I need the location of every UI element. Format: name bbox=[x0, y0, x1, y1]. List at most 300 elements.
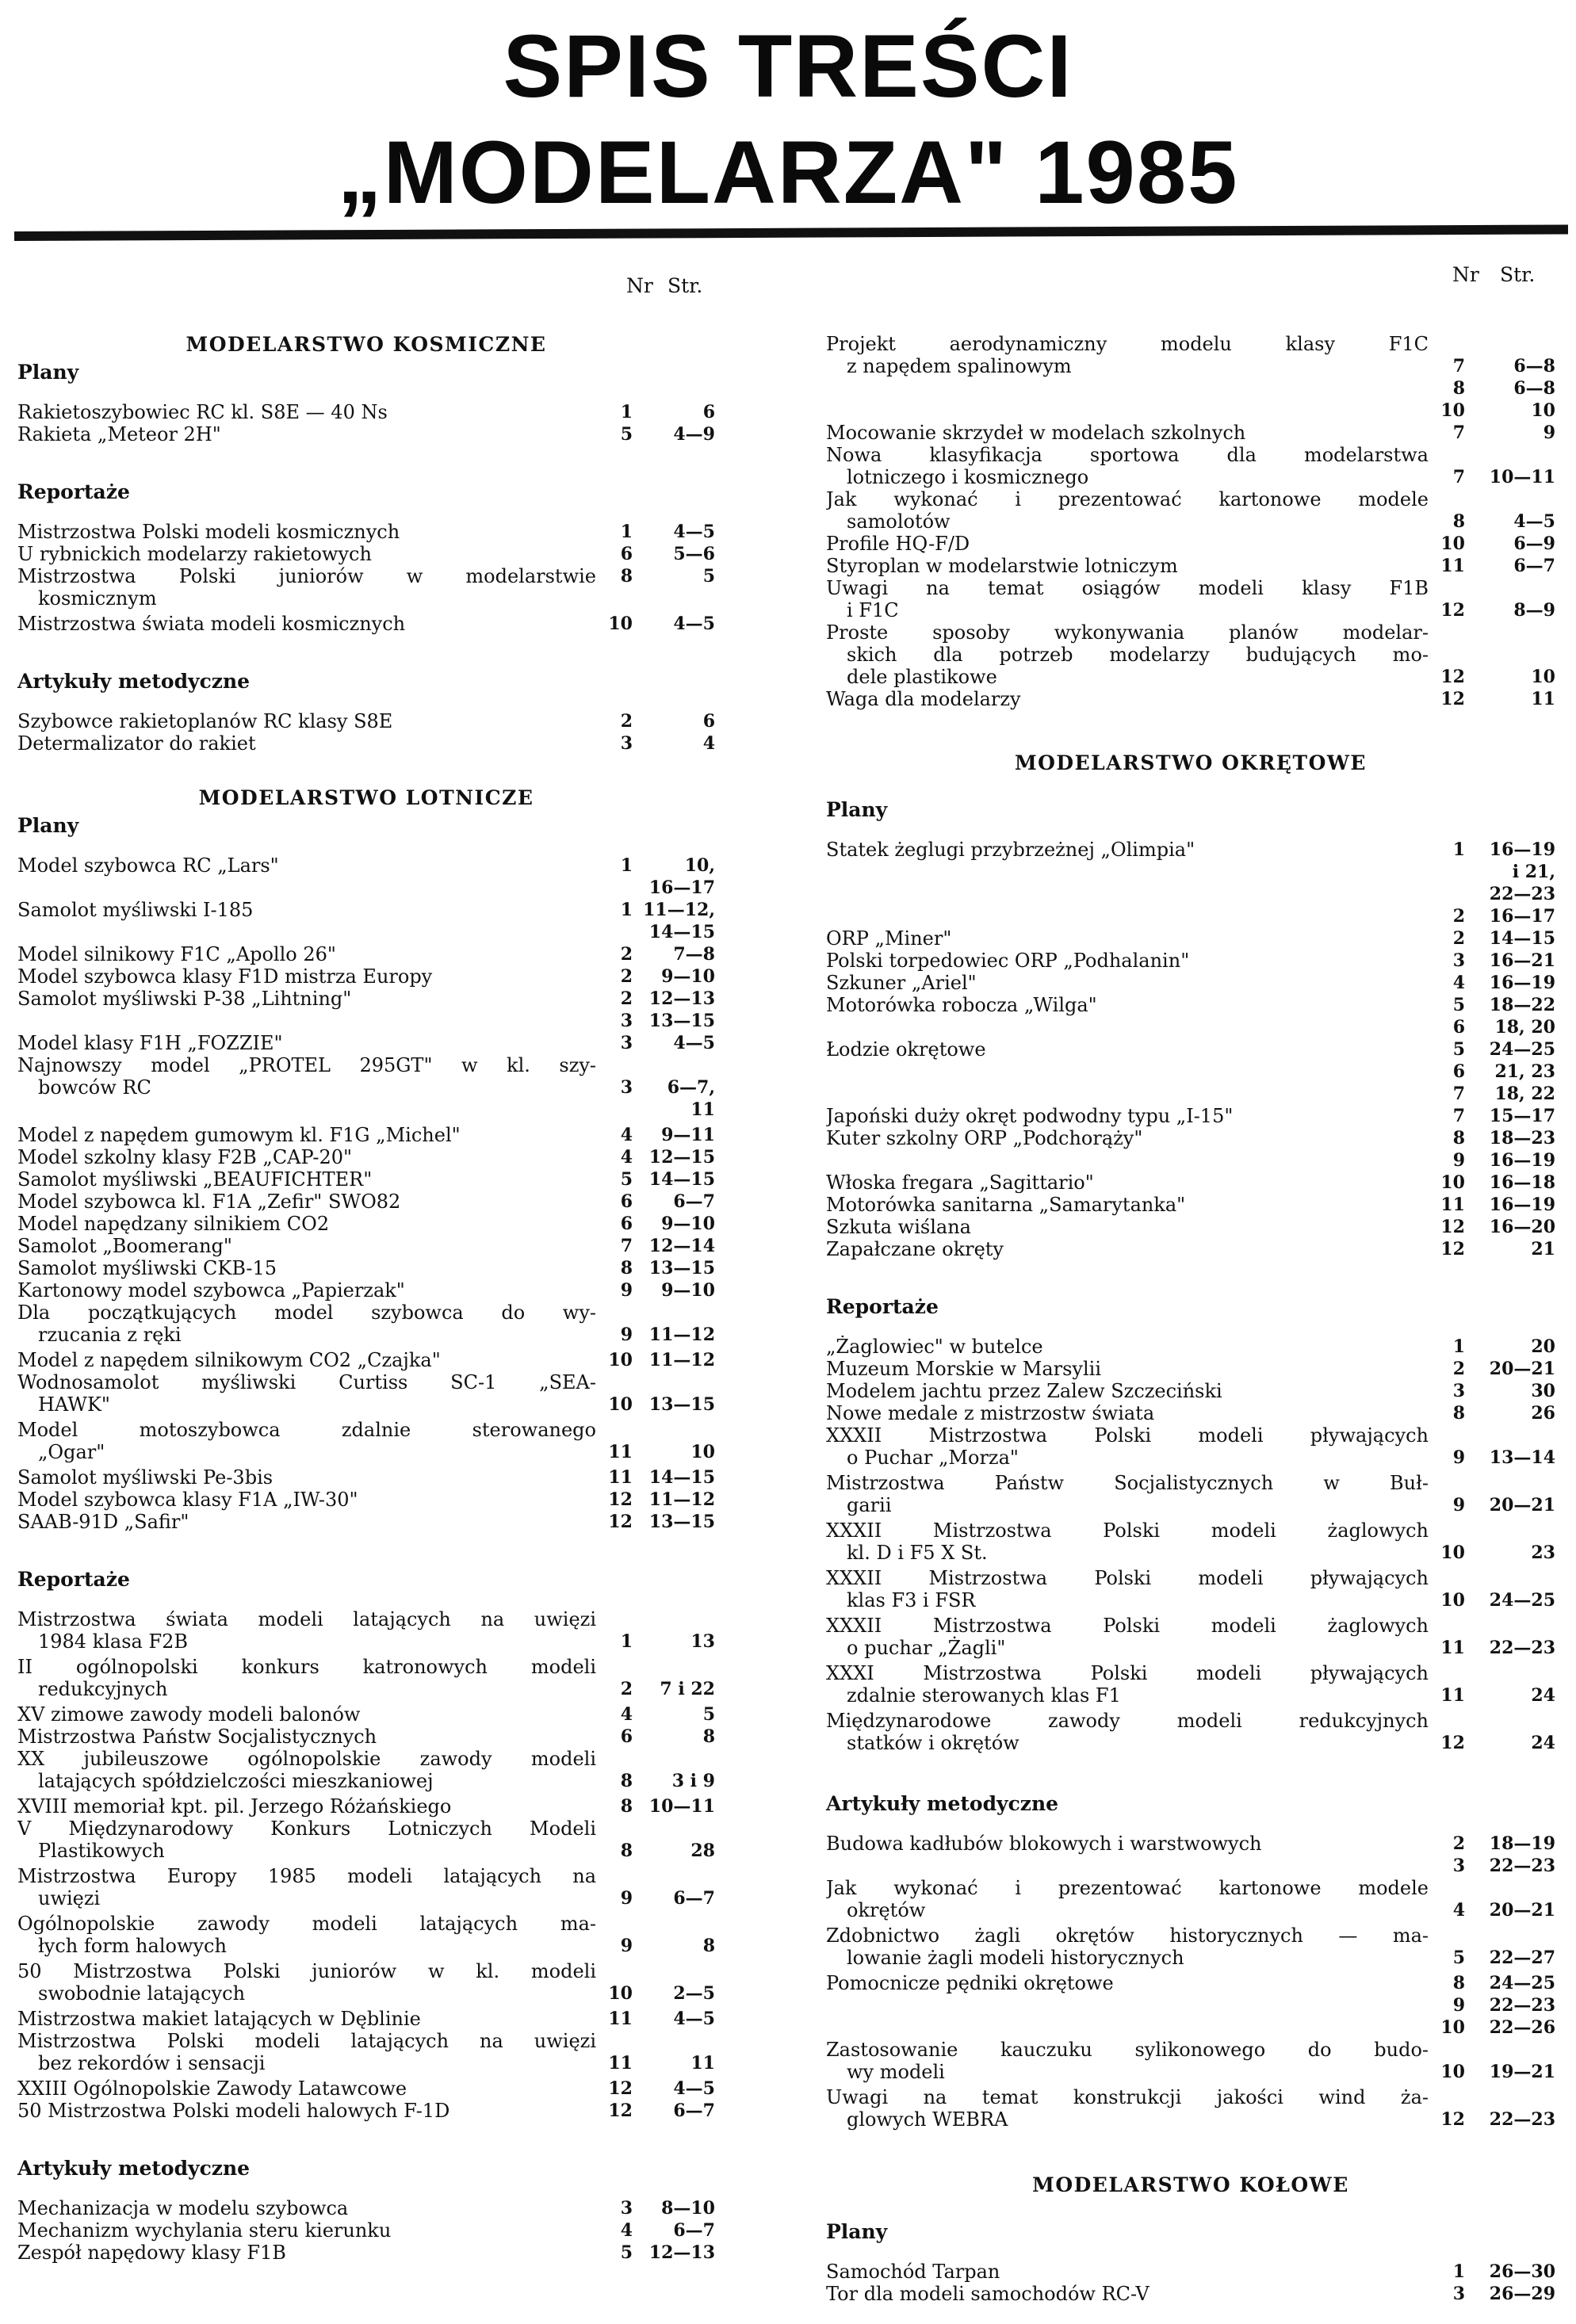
entry-title-line: Model szybowca klasy F1A „IW-30" bbox=[17, 1489, 358, 1511]
page-range: 9—10 bbox=[661, 1214, 715, 1234]
entry-title-line: Najnowszy model „PROTEL 295GT" w kl. szy- bbox=[17, 1054, 596, 1076]
issue-number bbox=[604, 1865, 633, 1887]
str-header: Str. bbox=[668, 274, 703, 297]
issue-number: 6 bbox=[1452, 1061, 1465, 1082]
ref-row bbox=[1436, 666, 1555, 688]
ref-row bbox=[604, 2197, 715, 2219]
issue-number bbox=[604, 1818, 633, 1840]
entry-refs bbox=[604, 1213, 715, 1235]
entry-refs bbox=[1436, 950, 1555, 972]
ref-row bbox=[1436, 1519, 1555, 1542]
page-range: 20 bbox=[1531, 1336, 1555, 1357]
page-range bbox=[1479, 1472, 1555, 1494]
entry-title bbox=[17, 1302, 596, 1346]
entry-refs bbox=[1436, 1519, 1555, 1564]
ref-row bbox=[1436, 2061, 1555, 2083]
subsection-heading: Plany bbox=[17, 361, 79, 384]
ref-row bbox=[604, 1099, 715, 1121]
page-range: 16—20 bbox=[1489, 1217, 1555, 1237]
entry-title-line: latających spółdzielczości mieszkaniowej bbox=[38, 1770, 434, 1792]
ref-row bbox=[604, 1324, 715, 1346]
entry-title-line: Rakietoszybowiec RC kl. S8E — 40 Ns bbox=[17, 401, 388, 423]
entry-title bbox=[17, 943, 596, 965]
toc-entry bbox=[17, 2077, 715, 2100]
issue-number: 12 bbox=[608, 1512, 633, 1532]
ref-row bbox=[1436, 994, 1555, 1016]
subsection-heading: Plany bbox=[826, 2220, 888, 2243]
ref-row bbox=[1436, 1855, 1555, 1877]
toc-entry bbox=[17, 1656, 715, 1700]
entry-title-line: U rybnickich modelarzy rakietowych bbox=[17, 543, 372, 565]
entry-title-line: bez rekordów i sensacji bbox=[38, 2052, 266, 2074]
ref-row bbox=[1436, 1494, 1555, 1516]
entry-refs bbox=[604, 1726, 715, 1748]
entry-title-line: Motorówka sanitarna „Samarytanka" bbox=[826, 1194, 1186, 1216]
entry-title-line: Muzeum Morskie w Marsylii bbox=[826, 1358, 1102, 1380]
issue-number bbox=[604, 1608, 633, 1630]
page-range: 12—13 bbox=[648, 988, 715, 1009]
ref-row bbox=[1436, 1194, 1555, 1216]
entry-title bbox=[826, 972, 1429, 994]
page-range: 11 bbox=[690, 2053, 715, 2074]
issue-number: 1 bbox=[1452, 2261, 1465, 2282]
ref-row bbox=[604, 1887, 715, 1909]
toc-entry bbox=[17, 1511, 715, 1533]
ref-row bbox=[1436, 1447, 1555, 1469]
toc-entry bbox=[826, 1710, 1555, 1754]
page-range: 6—7, bbox=[667, 1077, 715, 1098]
title-rule bbox=[14, 224, 1568, 241]
ref-row bbox=[1436, 1662, 1555, 1684]
issue-number: 2 bbox=[620, 1679, 633, 1699]
entry-title-line: zdalnie sterowanych klas F1 bbox=[847, 1684, 1121, 1707]
entry-title-line: XVIII memoriał kpt. pil. Jerzego Różańskiego bbox=[17, 1795, 452, 1818]
page-range bbox=[639, 1371, 715, 1393]
issue-number: 10 bbox=[1440, 2017, 1465, 2038]
entry-title bbox=[826, 577, 1429, 621]
entry-title bbox=[17, 565, 596, 610]
entry-refs bbox=[604, 732, 715, 755]
toc-entry bbox=[17, 565, 715, 610]
issue-number: 12 bbox=[1440, 600, 1465, 621]
issue-number: 12 bbox=[1440, 1733, 1465, 1753]
entry-title bbox=[826, 333, 1429, 377]
entry-refs bbox=[1436, 488, 1555, 533]
ref-row bbox=[604, 965, 715, 988]
entry-refs bbox=[604, 521, 715, 543]
issue-number: 8 bbox=[620, 1796, 633, 1817]
entry-title-line: lotniczego i kosmicznego bbox=[847, 466, 1089, 488]
entry-title-line: Łodzie okrętowe bbox=[826, 1038, 986, 1061]
entry-title-line: Model szybowca klasy F1D mistrza Europy bbox=[17, 965, 433, 988]
toc-entry bbox=[17, 1726, 715, 1748]
entry-title-line: Jak wykonać i prezentować kartonowe modele bbox=[826, 1877, 1429, 1899]
ref-row bbox=[1436, 950, 1555, 972]
issue-number: 9 bbox=[1452, 1150, 1465, 1171]
toc-entry bbox=[826, 1216, 1555, 1238]
entry-title-line: Budowa kadłubów blokowych i warstwowych bbox=[826, 1833, 1262, 1855]
issue-number bbox=[1436, 644, 1465, 666]
entry-title-line: swobodnie latających bbox=[38, 1982, 246, 2005]
subsection-heading: Plany bbox=[826, 798, 888, 821]
issue-number bbox=[604, 1419, 633, 1441]
issue-number: 5 bbox=[620, 2242, 633, 2263]
ref-row bbox=[604, 1726, 715, 1748]
entry-refs bbox=[1436, 1424, 1555, 1469]
page-range: 30 bbox=[1531, 1381, 1555, 1401]
entry-refs bbox=[604, 1279, 715, 1302]
page-range: 22—23 bbox=[1489, 884, 1555, 904]
entry-refs bbox=[1436, 1833, 1555, 1877]
issue-number: 2 bbox=[620, 944, 633, 965]
subsection-heading: Artykuły metodyczne bbox=[17, 2157, 251, 2180]
issue-number: 11 bbox=[608, 2009, 633, 2029]
toc-entry bbox=[826, 994, 1555, 1038]
page-range: 9 bbox=[1543, 422, 1555, 443]
issue-number bbox=[604, 1054, 633, 1076]
entry-refs bbox=[604, 1419, 715, 1463]
page-range bbox=[1479, 577, 1555, 599]
page-range: i 21, bbox=[1512, 862, 1555, 882]
entry-title bbox=[826, 1172, 1429, 1194]
issue-number bbox=[604, 877, 633, 899]
ref-row bbox=[1436, 488, 1555, 510]
issue-number: 6 bbox=[620, 1191, 633, 1212]
page-range: 9—10 bbox=[661, 966, 715, 987]
entry-title-line: i F1C bbox=[847, 599, 899, 621]
entry-title bbox=[17, 1960, 596, 2005]
ref-row bbox=[604, 943, 715, 965]
entry-refs bbox=[1436, 1038, 1555, 1105]
entry-refs bbox=[1436, 1662, 1555, 1707]
entry-title bbox=[17, 899, 596, 921]
ref-row bbox=[1436, 466, 1555, 488]
entry-title-line: Szkuta wiślana bbox=[826, 1216, 971, 1238]
issue-number: 9 bbox=[620, 1888, 633, 1909]
page-range: 4—5 bbox=[673, 2009, 715, 2029]
entry-title-line: Model napędzany silnikiem CO2 bbox=[17, 1213, 330, 1235]
ref-row bbox=[1436, 2283, 1555, 2305]
issue-number: 10 bbox=[1440, 1590, 1465, 1611]
ref-row bbox=[1436, 399, 1555, 422]
ref-row bbox=[604, 1913, 715, 1935]
toc-entry bbox=[17, 965, 715, 988]
issue-number bbox=[1436, 1662, 1465, 1684]
page-range: 4 bbox=[702, 733, 715, 754]
issue-number: 1 bbox=[620, 522, 633, 542]
page-range: 18, 22 bbox=[1494, 1084, 1555, 1104]
issue-number: 10 bbox=[1440, 2062, 1465, 2082]
entry-refs bbox=[604, 1466, 715, 1489]
entry-refs bbox=[604, 1703, 715, 1726]
issue-number: 8 bbox=[620, 1840, 633, 1861]
issue-number bbox=[604, 2030, 633, 2052]
page-range: 13—15 bbox=[648, 1512, 715, 1532]
issue-number bbox=[1436, 2039, 1465, 2061]
page-range bbox=[1479, 1710, 1555, 1732]
entry-title-line: Zespół napędowy klasy F1B bbox=[17, 2242, 286, 2264]
toc-entry bbox=[826, 1336, 1555, 1358]
entry-title-line: Wodnosamolot myśliwski Curtiss SC-1 „SEA- bbox=[17, 1371, 596, 1393]
entry-refs bbox=[604, 710, 715, 732]
issue-number: 3 bbox=[1452, 1381, 1465, 1401]
entry-title bbox=[17, 2077, 596, 2100]
page-range: 18—23 bbox=[1489, 1128, 1555, 1149]
page-range bbox=[639, 1748, 715, 1770]
entry-title bbox=[826, 1238, 1429, 1260]
entry-title bbox=[17, 1168, 596, 1191]
entry-title bbox=[17, 1511, 596, 1533]
ref-row bbox=[1436, 1127, 1555, 1149]
issue-number: 1 bbox=[1452, 1336, 1465, 1357]
toc-entry bbox=[17, 1146, 715, 1168]
entry-title bbox=[17, 1489, 596, 1511]
issue-number: 6 bbox=[1452, 1017, 1465, 1038]
toc-entry bbox=[826, 555, 1555, 577]
entry-refs bbox=[604, 1960, 715, 2005]
toc-entry bbox=[826, 1127, 1555, 1172]
issue-number: 4 bbox=[1452, 973, 1465, 993]
entry-title bbox=[17, 710, 596, 732]
toc-entry bbox=[826, 2039, 1555, 2083]
issue-number bbox=[1436, 2086, 1465, 2108]
entry-title-line: łych form halowych bbox=[38, 1935, 227, 1957]
entry-refs bbox=[1436, 1172, 1555, 1194]
toc-entry bbox=[826, 1380, 1555, 1402]
entry-title-line: XXXII Mistrzostwa Polski modeli żaglowych bbox=[826, 1615, 1429, 1637]
entry-title-line: Motorówka robocza „Wilga" bbox=[826, 994, 1097, 1016]
section-heading: MODELARSTWO OKRĘTOWE bbox=[1014, 751, 1367, 774]
ref-row bbox=[604, 1054, 715, 1076]
entry-refs bbox=[604, 2030, 715, 2074]
entry-refs bbox=[604, 2077, 715, 2100]
toc-entry bbox=[17, 613, 715, 635]
ref-row bbox=[604, 2077, 715, 2100]
issue-number: 6 bbox=[620, 1214, 633, 1234]
entry-title-line: Model motoszybowca zdalnie sterowanego bbox=[17, 1419, 596, 1441]
nr-header: Nr bbox=[1452, 263, 1479, 286]
entry-title bbox=[826, 444, 1429, 488]
issue-number: 12 bbox=[1440, 1217, 1465, 1237]
issue-number: 12 bbox=[1440, 1239, 1465, 1259]
entry-title bbox=[826, 555, 1429, 577]
ref-row bbox=[604, 1678, 715, 1700]
entry-title bbox=[17, 2008, 596, 2030]
page-range: 24—25 bbox=[1489, 1973, 1555, 1993]
entry-title-line: Mistrzostwa Polski modeli kosmicznych bbox=[17, 521, 400, 543]
entry-title-line: HAWK" bbox=[38, 1393, 110, 1416]
entry-refs bbox=[1436, 1216, 1555, 1238]
page-range bbox=[1479, 1424, 1555, 1447]
entry-title-line: Mistrzostwa Państw Socjalistycznych w Buł- bbox=[826, 1472, 1429, 1494]
ref-row bbox=[1436, 1684, 1555, 1707]
entry-refs bbox=[1436, 1925, 1555, 1969]
entry-title bbox=[826, 927, 1429, 950]
entry-title bbox=[826, 1833, 1429, 1855]
entry-title bbox=[826, 1038, 1429, 1061]
subsection-heading: Plany bbox=[17, 814, 79, 837]
entry-title-line: Włoska fregara „Sagittario" bbox=[826, 1172, 1094, 1194]
issue-number: 12 bbox=[1440, 689, 1465, 709]
issue-number bbox=[1436, 1615, 1465, 1637]
entry-title bbox=[826, 994, 1429, 1016]
issue-number: 12 bbox=[1440, 667, 1465, 687]
issue-number: 5 bbox=[1452, 1947, 1465, 1968]
page-range: 22—27 bbox=[1489, 1947, 1555, 1968]
page-range: 22—23 bbox=[1489, 1856, 1555, 1876]
page-range: 6—7 bbox=[673, 1191, 715, 1212]
entry-refs bbox=[1436, 1877, 1555, 1921]
entry-title bbox=[826, 2039, 1429, 2083]
entry-refs bbox=[604, 1257, 715, 1279]
ref-row bbox=[604, 401, 715, 423]
entry-title-line: Determalizator do rakiet bbox=[17, 732, 256, 755]
page-range: 13—14 bbox=[1489, 1447, 1555, 1468]
entry-title bbox=[17, 613, 596, 635]
issue-number: 1 bbox=[620, 402, 633, 422]
page-range: 4—5 bbox=[673, 2078, 715, 2099]
issue-number: 12 bbox=[608, 1489, 633, 1510]
page-range bbox=[1479, 2039, 1555, 2061]
entry-refs bbox=[604, 1124, 715, 1146]
issue-number bbox=[604, 1748, 633, 1770]
page-range: 6—7 bbox=[1513, 556, 1555, 576]
entry-title bbox=[17, 1146, 596, 1168]
entry-title bbox=[826, 488, 1429, 533]
toc-entry bbox=[826, 1472, 1555, 1516]
entry-title-line: 1984 klasa F2B bbox=[38, 1630, 189, 1653]
entry-refs bbox=[1436, 1472, 1555, 1516]
ref-row bbox=[1436, 1972, 1555, 1994]
ref-row bbox=[604, 1489, 715, 1511]
ref-row bbox=[604, 2100, 715, 2122]
entry-title-line: II ogólnopolski konkurs katronowych modeli bbox=[17, 1656, 596, 1678]
page-range: 13—15 bbox=[648, 1011, 715, 1031]
entry-refs bbox=[1436, 333, 1555, 422]
issue-number: 1 bbox=[620, 855, 633, 876]
toc-entry bbox=[17, 1960, 715, 2005]
toc-entry bbox=[17, 401, 715, 423]
issue-number: 10 bbox=[608, 1983, 633, 2004]
page-range bbox=[639, 1302, 715, 1324]
page-range bbox=[1479, 644, 1555, 666]
entry-title bbox=[826, 533, 1429, 555]
entry-title-line: Proste sposoby wykonywania planów modelar- bbox=[826, 621, 1429, 644]
toc-entry bbox=[826, 1038, 1555, 1105]
entry-title-line: Ogólnopolskie zawody modeli latających ma- bbox=[17, 1913, 596, 1935]
ref-row bbox=[604, 899, 715, 921]
entry-refs bbox=[1436, 1336, 1555, 1358]
toc-entry bbox=[17, 1865, 715, 1909]
toc-entry bbox=[17, 1913, 715, 1957]
entry-title-line: Dla początkujących model szybowca do wy- bbox=[17, 1302, 596, 1324]
entry-title-line: kosmicznym bbox=[38, 587, 157, 610]
ref-row bbox=[604, 1146, 715, 1168]
entry-title-line: Mistrzostwa makiet latających w Dęblinie bbox=[17, 2008, 421, 2030]
issue-number bbox=[1436, 444, 1465, 466]
entry-refs bbox=[604, 2219, 715, 2242]
entry-title bbox=[17, 988, 596, 1010]
issue-number: 1 bbox=[1452, 839, 1465, 860]
entry-title-line: Mistrzostwa Polski juniorów w modelarstwie bbox=[17, 565, 596, 587]
page-range bbox=[639, 1054, 715, 1076]
page-range: 8—10 bbox=[661, 2198, 715, 2219]
entry-refs bbox=[1436, 444, 1555, 488]
toc-entry bbox=[826, 577, 1555, 621]
entry-refs bbox=[1436, 2086, 1555, 2131]
entry-title bbox=[17, 732, 596, 755]
issue-number: 8 bbox=[1452, 378, 1465, 399]
entry-title bbox=[17, 401, 596, 423]
page-range bbox=[1479, 333, 1555, 355]
page-range: 12—14 bbox=[648, 1236, 715, 1256]
issue-number: 10 bbox=[608, 1394, 633, 1415]
issue-number: 9 bbox=[620, 1324, 633, 1345]
entry-title bbox=[17, 1349, 596, 1371]
issue-number: 8 bbox=[620, 1771, 633, 1791]
toc-entry bbox=[17, 943, 715, 965]
entry-title bbox=[826, 950, 1429, 972]
issue-number: 8 bbox=[1452, 1403, 1465, 1424]
entry-title-line: samolotów bbox=[847, 510, 951, 533]
entry-title bbox=[17, 1124, 596, 1146]
entry-title-line: Statek żeglugi przybrzeżnej „Olimpia" bbox=[826, 839, 1195, 861]
entry-title-line: Mistrzostwa Polski modeli latających na uwięzi bbox=[17, 2030, 596, 2052]
ref-row bbox=[604, 1168, 715, 1191]
page-range: 11—12 bbox=[648, 1350, 715, 1370]
page-range: 28 bbox=[690, 1840, 715, 1861]
page-range: 7 i 22 bbox=[660, 1679, 715, 1699]
ref-row bbox=[604, 2008, 715, 2030]
issue-number: 12 bbox=[1440, 2109, 1465, 2130]
page-range: 14—15 bbox=[648, 1467, 715, 1488]
entry-title-line: SAAB-91D „Safir" bbox=[17, 1511, 189, 1533]
issue-number: 9 bbox=[1452, 1495, 1465, 1516]
page-range: 16—19 bbox=[1489, 1194, 1555, 1215]
ref-row bbox=[604, 1279, 715, 1302]
toc-entry bbox=[826, 488, 1555, 533]
ref-row bbox=[604, 1935, 715, 1957]
ref-row bbox=[604, 988, 715, 1010]
ref-row bbox=[1436, 688, 1555, 710]
ref-row bbox=[1436, 510, 1555, 533]
entry-title-line: Mistrzostwa świata modeli kosmicznych bbox=[17, 613, 406, 635]
page-range: 8 bbox=[702, 1936, 715, 1956]
issue-number: 1 bbox=[620, 1631, 633, 1652]
entry-refs bbox=[1436, 1238, 1555, 1260]
entry-title-line: statków i okrętów bbox=[847, 1732, 1019, 1754]
issue-number: 3 bbox=[1452, 2284, 1465, 2304]
page-range: 21, 23 bbox=[1494, 1061, 1555, 1082]
entry-title bbox=[17, 2100, 596, 2122]
ref-row bbox=[604, 1466, 715, 1489]
toc-entry bbox=[17, 2242, 715, 2264]
section-heading: MODELARSTWO KOŁOWE bbox=[1032, 2173, 1349, 2196]
page-range bbox=[639, 1960, 715, 1982]
page-range: 16—19 bbox=[1489, 1150, 1555, 1171]
entry-title bbox=[17, 1865, 596, 1909]
entry-title bbox=[826, 1380, 1429, 1402]
ref-row bbox=[1436, 2261, 1555, 2283]
issue-number bbox=[1436, 1925, 1465, 1947]
page-range: 16—19 bbox=[1489, 973, 1555, 993]
issue-number bbox=[1436, 577, 1465, 599]
entry-title bbox=[826, 422, 1429, 444]
toc-entry bbox=[826, 1662, 1555, 1707]
subsection-heading: Reportaże bbox=[17, 480, 130, 503]
entry-title-line: Jak wykonać i prezentować kartonowe modele bbox=[826, 488, 1429, 510]
page-range: 6—8 bbox=[1513, 378, 1555, 399]
